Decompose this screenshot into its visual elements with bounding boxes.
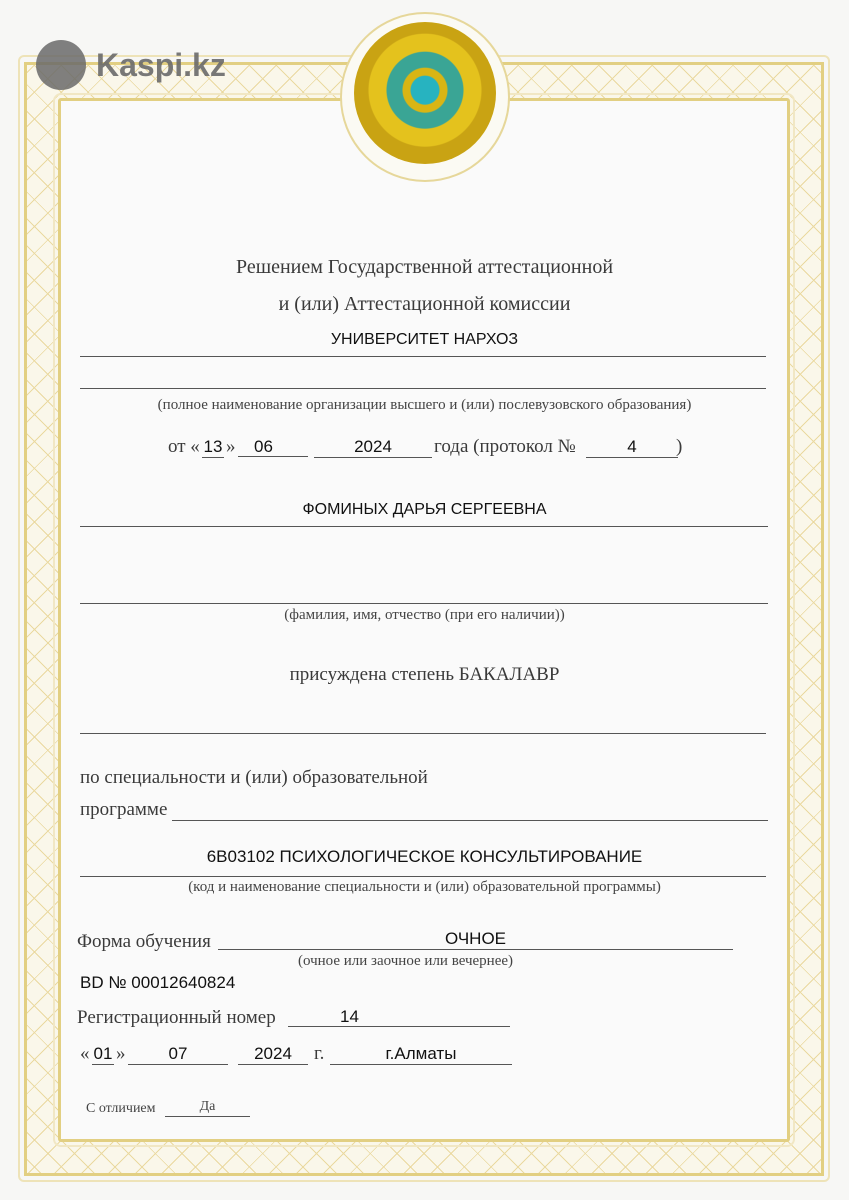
- issue-day: 01: [93, 1044, 113, 1063]
- specialty-value: 6В03102 ПСИХОЛОГИЧЕСКОЕ КОНСУЛЬТИРОВАНИЕ: [206, 847, 643, 866]
- registration-number: 14: [288, 1007, 510, 1027]
- graduate-line: [80, 526, 768, 527]
- degree-line: [80, 733, 766, 734]
- issue-year: 2024: [238, 1044, 308, 1065]
- graduate-caption: (фамилия, имя, отчество (при его наличии)): [284, 607, 565, 623]
- specialty-value-line: [80, 876, 766, 877]
- registration-label: Регистрационный номер: [77, 1007, 276, 1028]
- heading-line-2: и (или) Аттестационной комиссии: [278, 293, 571, 315]
- graduate-name: ФОМИНЫХ ДАРЬЯ СЕРГЕЕВНА: [302, 501, 547, 518]
- issue-year-suffix: г.: [314, 1043, 325, 1064]
- issue-date-close: »: [116, 1043, 126, 1064]
- watermark-logo: [36, 40, 226, 90]
- graduate-line-2: [80, 603, 768, 604]
- issue-month: 07: [128, 1044, 228, 1065]
- protocol-close: ): [676, 436, 683, 457]
- decision-date-prefix: от «: [168, 436, 200, 457]
- decision-year: 2024: [314, 437, 432, 458]
- honors-value: Да: [165, 1098, 250, 1117]
- organization-line-2: [80, 388, 766, 389]
- watermark-text: Kaspi.kz: [96, 46, 226, 83]
- decision-month: 06: [238, 437, 308, 457]
- degree-text: присуждена степень БАКАЛАВР: [289, 664, 560, 685]
- specialty-caption: (код и наименование специальности и (или) образовательной программы): [188, 879, 661, 895]
- organization-line: [80, 356, 766, 357]
- specialty-label-2: программе: [80, 799, 168, 820]
- diploma-number: BD № 00012640824: [80, 973, 236, 992]
- organization-value: УНИВЕРСИТЕТ НАРХОЗ: [330, 331, 519, 348]
- decision-day: 13: [203, 437, 223, 456]
- state-emblem-icon: [354, 22, 496, 164]
- honors-label: С отличием: [86, 1101, 156, 1116]
- kaspi-logo-icon: [36, 40, 86, 90]
- decision-day-close: »: [226, 436, 236, 457]
- specialty-label-1: по специальности и (или) образовательной: [80, 767, 428, 788]
- issue-date-open: «: [80, 1043, 90, 1064]
- study-form-caption: (очное или заочное или вечернее): [298, 953, 514, 969]
- issue-city: г.Алматы: [330, 1044, 512, 1065]
- study-form-value: ОЧНОЕ: [218, 929, 733, 950]
- organization-caption: (полное наименование организации высшего и (или) послевузовского образования): [157, 397, 692, 413]
- heading-line-1: Решением Государственной аттестационной: [235, 256, 614, 278]
- study-form-label: Форма обучения: [77, 931, 211, 952]
- protocol-number: 4: [586, 437, 678, 458]
- specialty-line: [172, 820, 768, 821]
- decision-suffix: года (протокол №: [434, 436, 576, 457]
